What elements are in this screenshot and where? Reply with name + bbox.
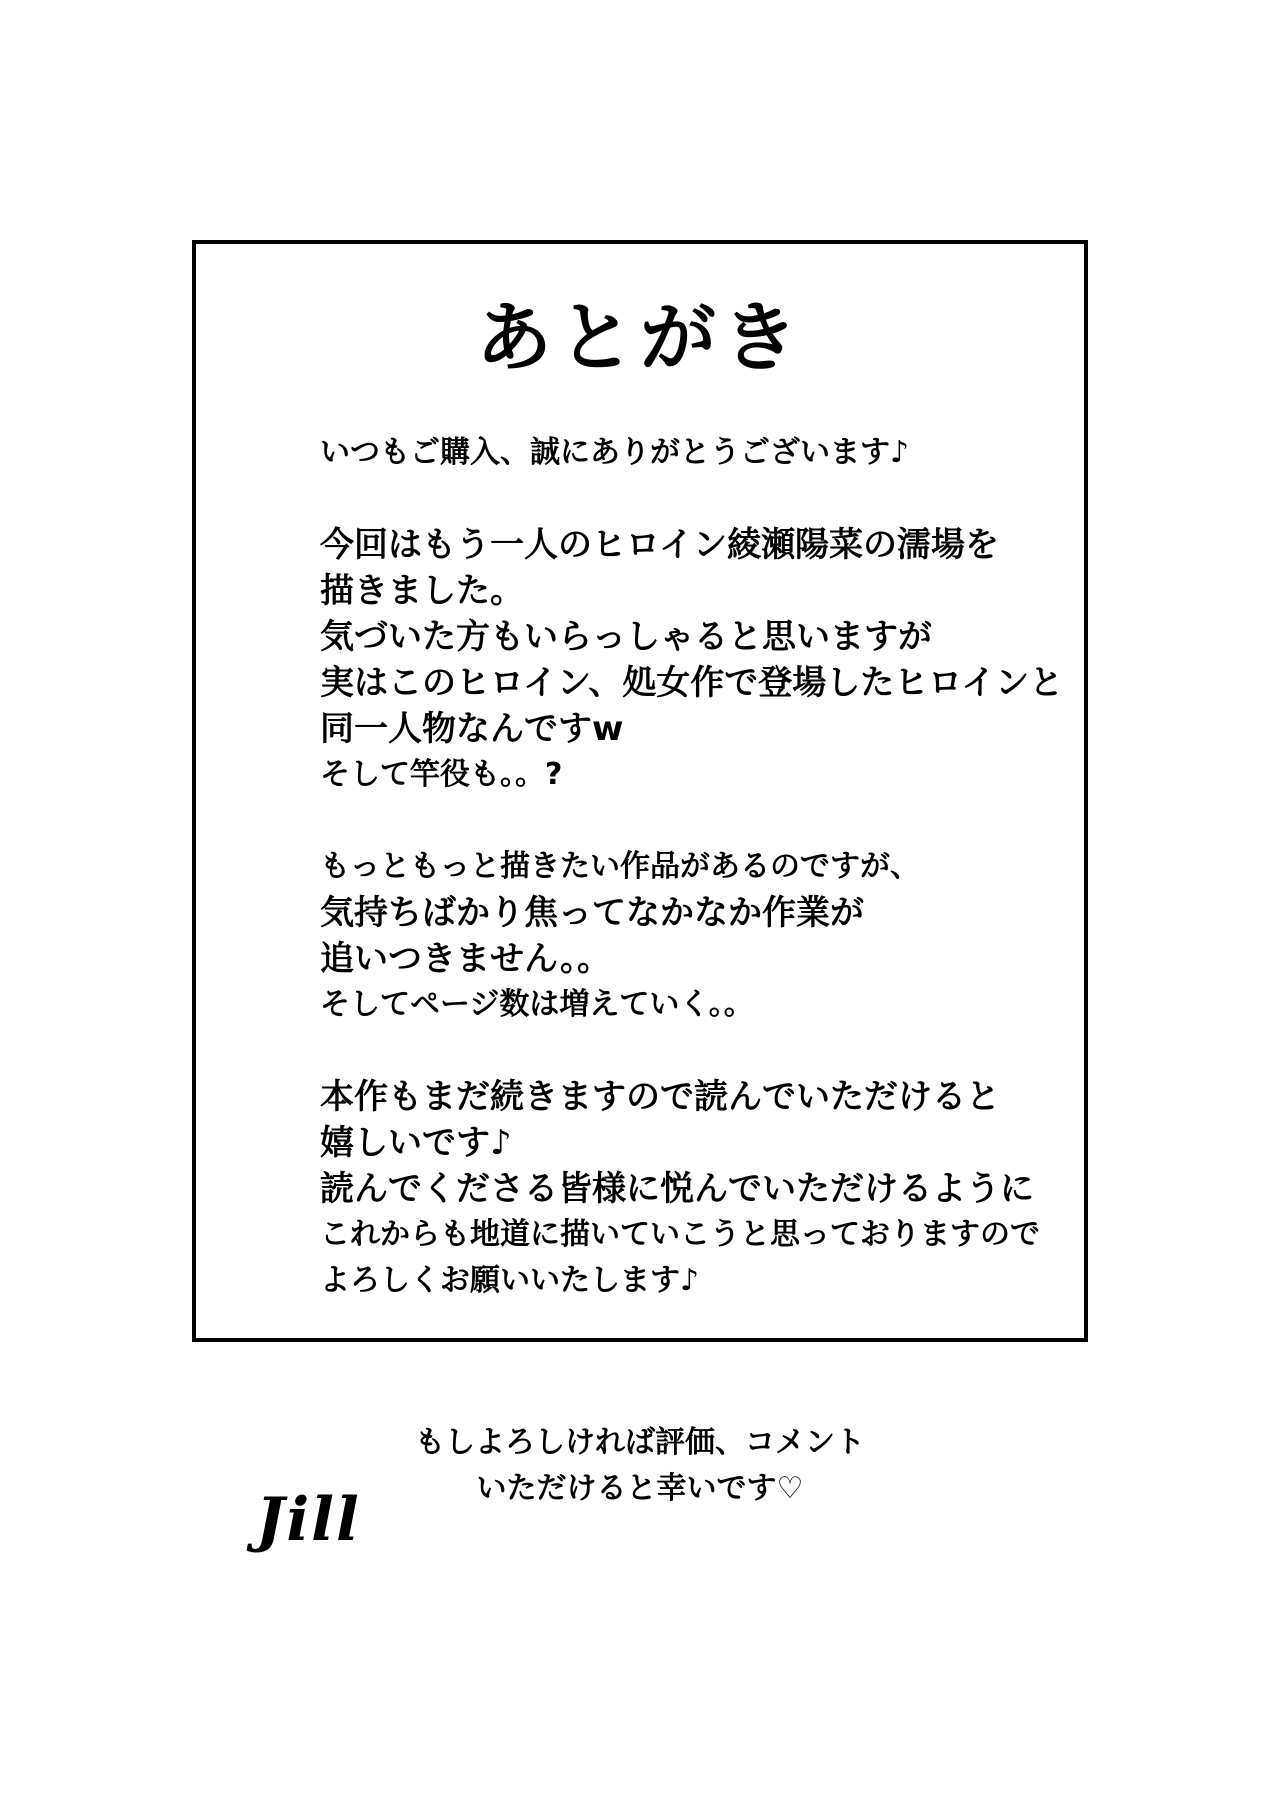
footer-line: いただけると幸いです♡: [476, 1471, 804, 1506]
text-line: 追いつきません。。: [320, 939, 612, 979]
text-line: 気づいた方もいらっしゃると思いますが: [320, 617, 932, 657]
text-line: いつもご購入、誠にありがとうございます♪: [320, 435, 910, 470]
text-line: 嬉しいです♪: [320, 1123, 512, 1163]
text-line: これからも地道に描いていこうと思っておりますので: [320, 1217, 1040, 1252]
paragraph-gap: [320, 476, 1020, 522]
text-line: 気持ちばかり焦ってなかなか作業が: [320, 893, 864, 933]
text-line: もっともっと描きたい作品があるのですが、: [320, 849, 920, 884]
text-line: そして竿役も。。?: [320, 757, 563, 792]
text-line: 本作もまだ続きますので読んでいただけると: [320, 1077, 1000, 1117]
author-signature: Jill: [256, 1485, 361, 1555]
text-line: 同一人物なんですw: [320, 709, 624, 749]
text-line: 描きました。: [320, 571, 524, 611]
text-line: 読んでくださる皆様に悦んでいただけるように: [320, 1169, 1034, 1209]
paragraph-gap: [320, 1028, 1020, 1074]
text-line: 今回はもう一人のヒロイン綾瀬陽菜の濡場を: [320, 525, 999, 565]
page-title: あとがき: [476, 293, 804, 382]
afterword-body: [320, 430, 1064, 1304]
footer-line: もしよろしければ評価、コメント: [415, 1425, 865, 1460]
text-line: そしてページ数は増えていく。。: [320, 987, 754, 1022]
text-line: 実はこのヒロイン、処女作で登場したヒロインと: [320, 663, 1064, 703]
text-line: よろしくお願いいたします♪: [320, 1263, 700, 1298]
rating-request-note: [400, 1420, 880, 1512]
paragraph-gap: [320, 798, 1020, 844]
